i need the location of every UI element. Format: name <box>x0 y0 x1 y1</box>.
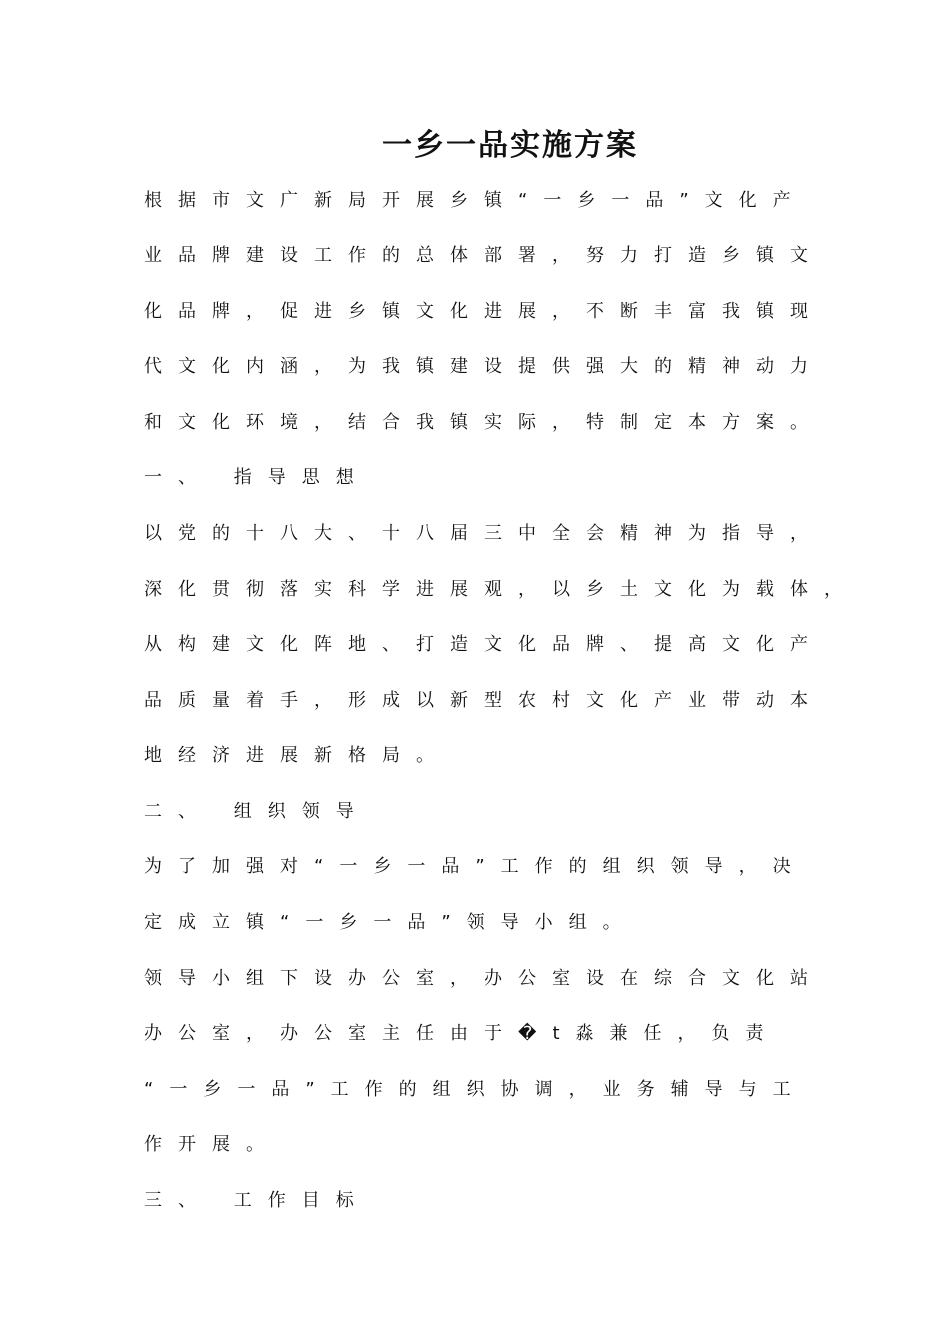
section-heading: 三、 工作目标 <box>144 1190 370 1211</box>
body-line: 业品牌建设工作的总体部署，努力打造乡镇文 <box>144 245 824 266</box>
body-line: 以党的十八大、十八届三中全会精神为指导， <box>144 523 824 544</box>
body-line: 领导小组下设办公室，办公室设在综合文化站 <box>144 968 824 989</box>
section-heading: 二、 组织领导 <box>144 801 370 822</box>
body-line: 品质量着手，形成以新型农村文化产业带动本 <box>144 690 824 711</box>
body-line: 化品牌，促进乡镇文化进展，不断丰富我镇现 <box>144 301 824 322</box>
body-line: 根据市文广新局开展乡镇“一乡一品”文化产 <box>144 190 807 211</box>
section-heading: 一、 指导思想 <box>144 467 370 488</box>
body-line: 作开展。 <box>144 1134 280 1155</box>
document-title: 一乡一品实施方案 <box>382 128 638 163</box>
body-line: 深化贯彻落实科学进展观，以乡土文化为载体， <box>144 579 858 600</box>
body-line: “一乡一品”工作的组织协调，业务辅导与工 <box>144 1079 807 1100</box>
body-line: 和文化环境，结合我镇实际，特制定本方案。 <box>144 412 824 433</box>
body-line: 地经济进展新格局。 <box>144 745 450 766</box>
body-line: 办公室，办公室主任由于�t淼兼任，负责 <box>144 1023 780 1044</box>
body-line: 定成立镇“一乡一品”领导小组。 <box>144 912 637 933</box>
body-line: 代文化内涵，为我镇建设提供强大的精神动力 <box>144 356 824 377</box>
body-line: 从构建文化阵地、打造文化品牌、提高文化产 <box>144 634 824 655</box>
body-line: 为了加强对“一乡一品”工作的组织领导，决 <box>144 856 807 877</box>
